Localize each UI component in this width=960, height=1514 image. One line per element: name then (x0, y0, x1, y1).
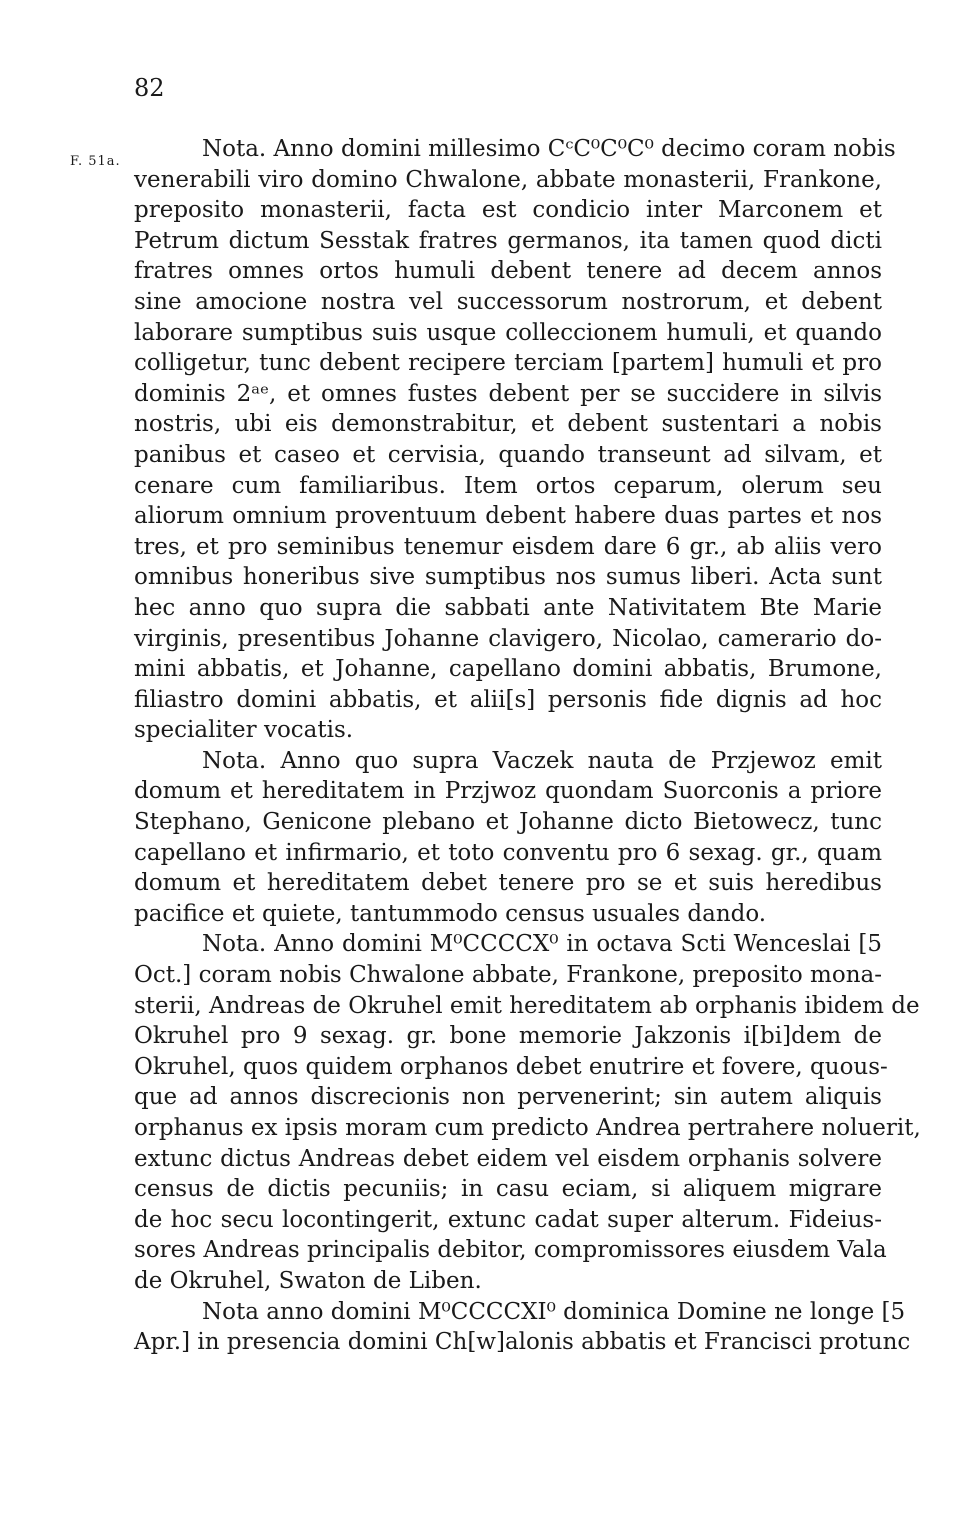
text-line: mini abbatis, et Johanne, capellano domini abbatis, Brumone, (134, 656, 882, 683)
text-line: hec anno quo supra die sabbati ante Nativitatem Bte Marie (134, 594, 882, 621)
text-line: Stephano, Genicone plebano et Johanne dicto Bietowecz, tunc (134, 809, 882, 836)
text-line: tres, et pro seminibus tenemur eisdem dare 6 gr., ab aliis vero (134, 533, 882, 560)
text-line: preposito monasterii, facta est condicio inter Marconem et (134, 197, 882, 224)
text-line: Nota. Anno quo supra Vaczek nauta de Przjewoz emit (202, 747, 882, 774)
text-line: venerabili viro domino Chwalone, abbate monasterii, Frankone, (134, 166, 882, 193)
text-line: sterii, Andreas de Okruhel emit hereditatem ab orphanis ibidem de (134, 992, 920, 1019)
text-line: extunc dictus Andreas debet eidem vel eisdem orphanis solvere (134, 1145, 882, 1172)
text-line: pacifice et quiete, tantummodo census usuales dando. (134, 900, 767, 927)
text-line: Nota anno domini M⁰CCCCXI⁰ dominica Domine ne longe [5 (202, 1298, 906, 1325)
text-line: orphanus ex ipsis moram cum predicto Andrea pertrahere noluerit, (134, 1115, 921, 1141)
text-line: cenare cum familiaribus. Item ortos ceparum, olerum seu (134, 472, 882, 499)
text-line: aliorum omnium proventuum debent habere duas partes et nos (134, 503, 882, 530)
text-line: fratres omnes ortos humuli debent tenere ad decem annos (134, 258, 882, 285)
text-line: virginis, presentibus Johanne clavigero, Nicolao, camerario do- (134, 625, 882, 652)
text-line: Petrum dictum Sesstak fratres germanos, ita tamen quod dicti (134, 227, 882, 254)
text-line: Apr.] in presencia domini Ch[w]alonis abbatis et Francisci protunc (134, 1329, 911, 1356)
text-line: sine amocione nostra vel successorum nostrorum, et debent (134, 288, 882, 315)
text-line: colligetur, tunc debent recipere terciam [partem] humuli et pro (134, 350, 882, 377)
body-text (134, 134, 921, 1358)
text-line: de hoc secu locontingerit, extunc cadat super alterum. Fideius- (134, 1206, 882, 1233)
text-line: domum et hereditatem debet tenere pro se et suis heredibus (134, 870, 882, 897)
text-line: specialiter vocatis. (134, 717, 354, 744)
text-line: filiastro domini abbatis, et alii[s] personis fide dignis ad hoc (134, 686, 882, 713)
text-line: census de dictis pecuniis; in casu eciam, si aliquem migrare (134, 1176, 882, 1203)
text-line: omnibus honeribus sive sumptibus nos sumus liberi. Acta sunt (134, 564, 882, 591)
text-line: Oct.] coram nobis Chwalone abbate, Frankone, preposito mona- (134, 962, 882, 989)
text-line: Nota. Anno domini millesimo CᶜC⁰C⁰C⁰ decimo coram nobis (202, 136, 896, 162)
text-line: Okruhel, quos quidem orphanos debet enutrire et fovere, quous- (134, 1053, 888, 1080)
text-line: laborare sumptibus suis usque colleccionem humuli, et quando (134, 319, 882, 346)
text-line: de Okruhel, Swaton de Liben. (134, 1267, 482, 1294)
text-line: domum et hereditatem in Przjwoz quondam Suorconis a priore (134, 778, 882, 805)
text-line: sores Andreas principalis debitor, compromissores eiusdem Vala (134, 1237, 887, 1264)
folio-marker: F. 51a. (70, 154, 121, 169)
text-line: capellano et infirmario, et toto conventu pro 6 sexag. gr., quam (134, 839, 882, 866)
text-line: dominis 2ᵃᵉ, et omnes fustes debent per se succidere in silvis (134, 380, 882, 407)
page-number: 82 (134, 74, 165, 102)
text-line: Okruhel pro 9 sexag. gr. bone memorie Jakzonis i[bi]dem de (134, 1023, 882, 1050)
text-line: nostris, ubi eis demonstrabitur, et debent sustentari a nobis (134, 411, 882, 438)
text-line: Nota. Anno domini M⁰CCCCX⁰ in octava Scti Wenceslai [5 (202, 931, 882, 958)
text-line: que ad annos discrecionis non pervenerint; sin autem aliquis (134, 1084, 882, 1111)
text-line: panibus et caseo et cervisia, quando transeunt ad silvam, et (134, 441, 882, 468)
